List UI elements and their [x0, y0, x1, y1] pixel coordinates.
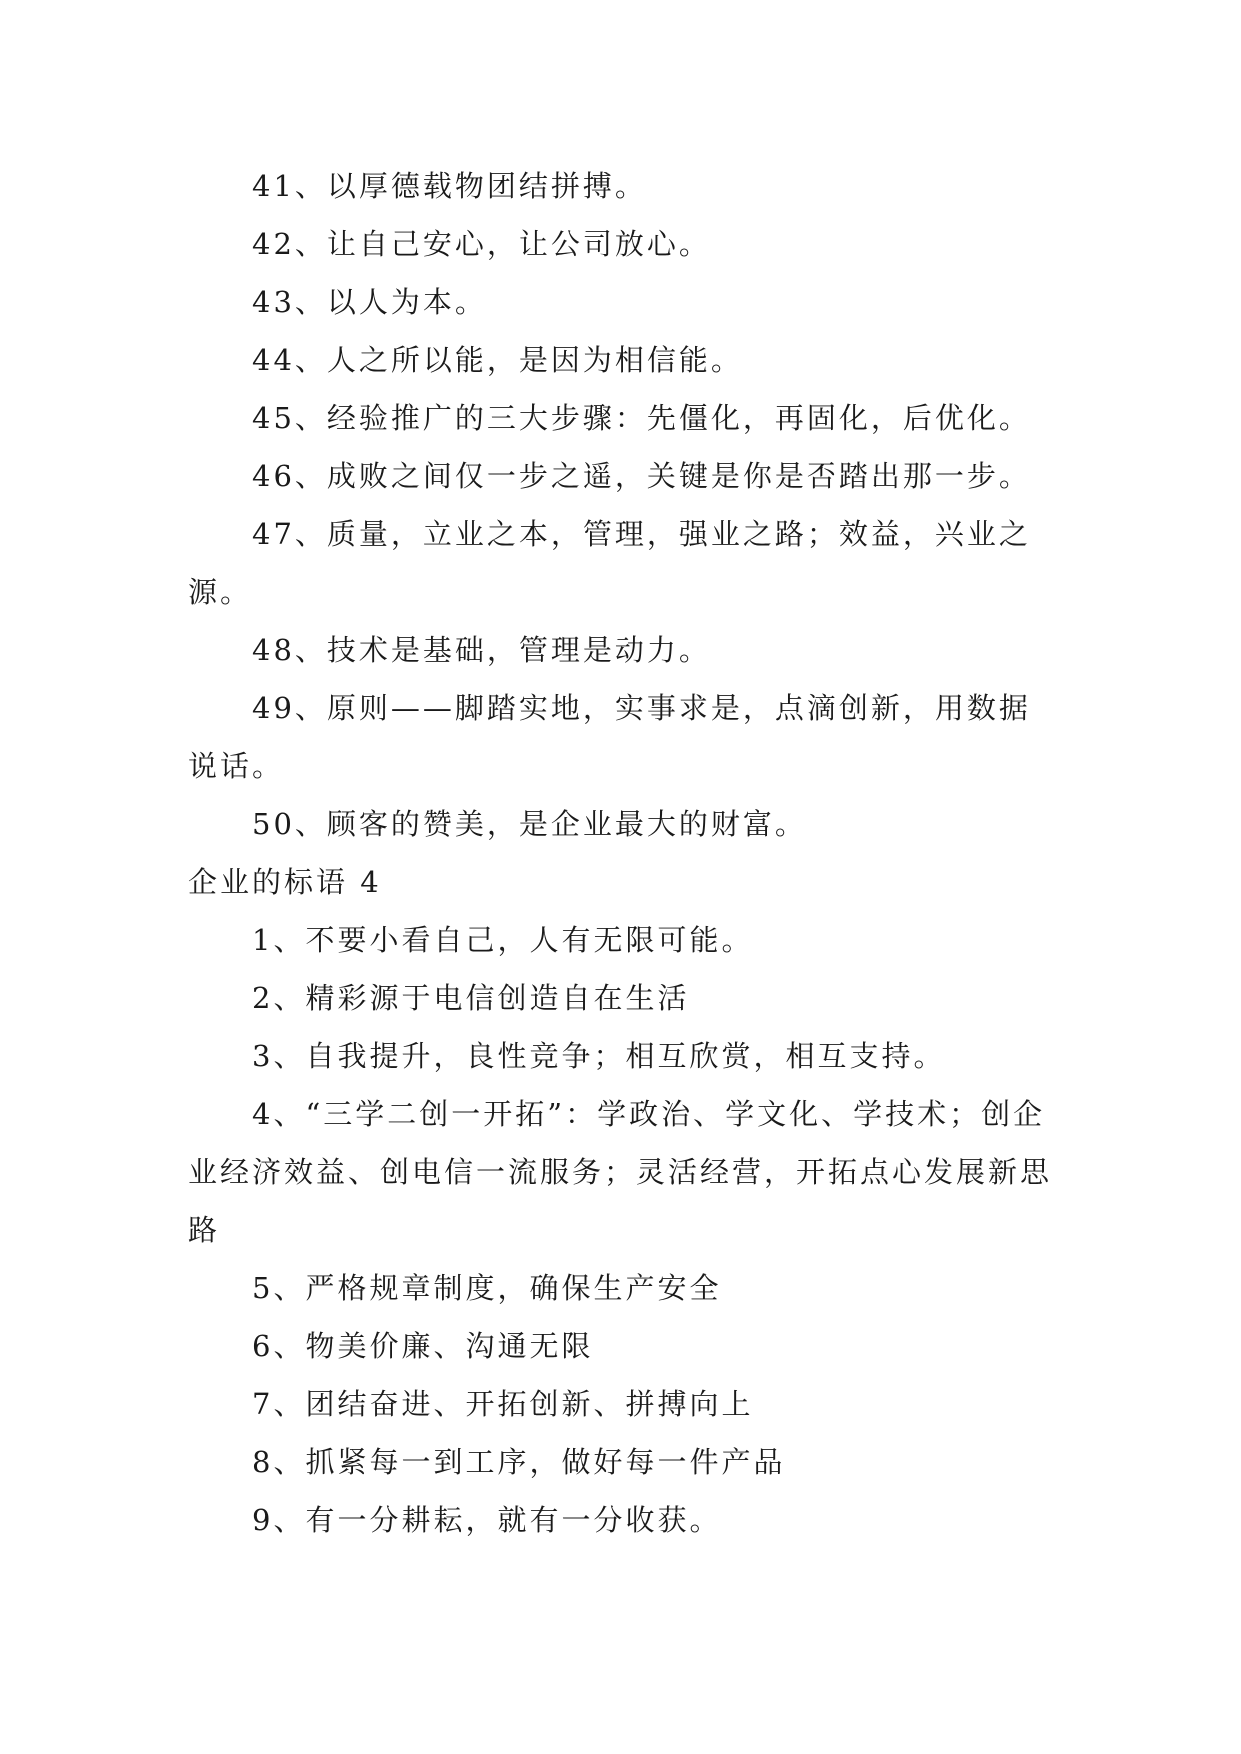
slogan-49: 49、原则——脚踏实地，实事求是，点滴创新，用数据说话。	[188, 691, 1031, 783]
slogan-47: 47、质量，立业之本，管理，强业之路；效益，兴业之源。	[188, 517, 1031, 609]
slogan-b-3: 3、自我提升，良性竞争；相互欣赏，相互支持。	[252, 1039, 946, 1073]
slogan-b-1: 1、不要小看自己，人有无限可能。	[252, 923, 754, 957]
slogan-48: 48、技术是基础，管理是动力。	[252, 633, 711, 667]
document-body	[188, 157, 1058, 1549]
slogan-44: 44、人之所以能，是因为相信能。	[252, 343, 743, 377]
slogan-45: 45、经验推广的三大步骤：先僵化，再固化，后优化。	[252, 401, 1031, 435]
slogan-50: 50、顾客的赞美，是企业最大的财富。	[252, 807, 807, 841]
slogan-b-8: 8、抓紧每一到工序，做好每一件产品	[252, 1445, 786, 1479]
slogan-b-5: 5、严格规章制度，确保生产安全	[252, 1271, 722, 1305]
slogan-b-9: 9、有一分耕耘，就有一分收获。	[252, 1503, 722, 1537]
slogan-b-6: 6、物美价廉、沟通无限	[252, 1329, 594, 1363]
slogan-b-7: 7、团结奋进、开拓创新、拼搏向上	[252, 1387, 754, 1421]
slogan-b-4: 4、“三学二创一开拓”：学政治、学文化、学技术；创企业经济效益、创电信一流服务；灵活经营，开拓点心发展新思路	[188, 1097, 1053, 1247]
slogan-42: 42、让自己安心，让公司放心。	[252, 227, 711, 261]
section-heading: 企业的标语 4	[188, 865, 382, 899]
slogan-b-2: 2、精彩源于电信创造自在生活	[252, 981, 690, 1015]
slogan-46: 46、成败之间仅一步之遥，关键是你是否踏出那一步。	[252, 459, 1031, 493]
slogan-41: 41、以厚德载物团结拼搏。	[252, 169, 647, 203]
slogan-43: 43、以人为本。	[252, 285, 487, 319]
